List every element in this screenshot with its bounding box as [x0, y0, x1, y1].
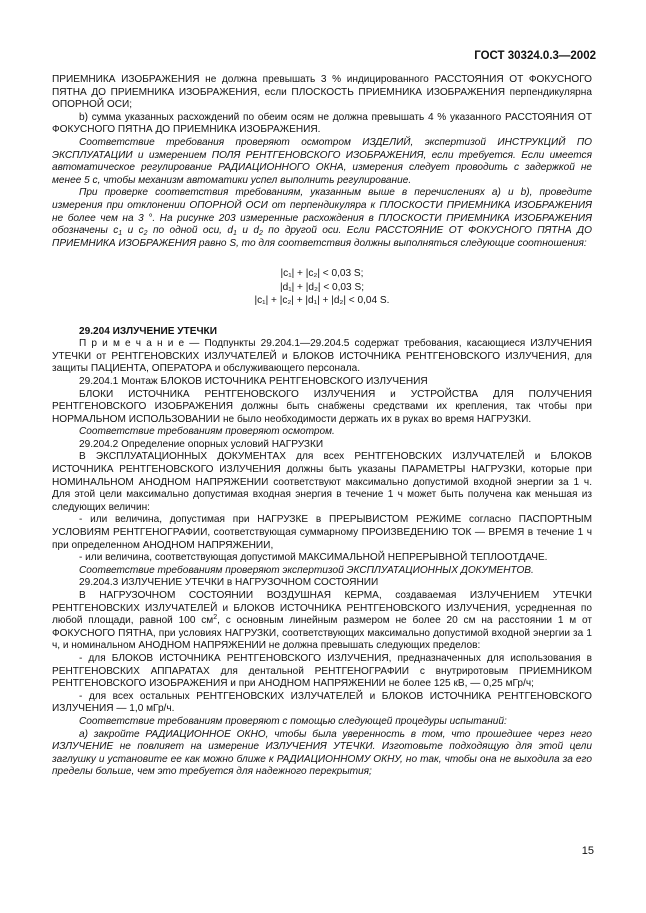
paragraph: БЛОКИ ИСТОЧНИКА РЕНТГЕНОВСКОГО ИЗЛУЧЕНИЯ и УСТРОЙСТВА ДЛЯ ПОЛУЧЕНИЯ РЕНТГЕНОВСКОГО ИЗОБРАЖЕНИЯ должны быть снабжены средствами их крепления, так чтобы при НОРМАЛЬНОМ ИСПОЛЬЗОВАНИИ не было необходимости держать их в руках во время НАГРУЗКИ. [52, 388, 592, 425]
paragraph: b) сумма указанных расхождений по обеим осям не должна превышать 4 % указанного РАССТОЯНИЯ ОТ ФОКУСНОГО ПЯТНА ДО ПРИЕМНИКА ИЗОБРАЖЕНИЯ. [52, 111, 592, 136]
formula-sum: |c₁| + |c₂| + |d₁| + |d₂| < 0,04 S. [254, 295, 390, 307]
paragraph: Соответствие требованиям проверяют с помощью следующей процедуры испытаний: [79, 715, 507, 727]
paragraph: ПРИЕМНИКА ИЗОБРАЖЕНИЯ не должна превышать 3 % индицированного РАССТОЯНИЯ ОТ ФОКУСНОГО ПЯТНА ДО ПРИЕМНИКА ИЗОБРАЖЕНИЯ, если ПЛОСКОСТЬ ПРИЕМНИКА ИЗОБРАЖЕНИЯ перпендикулярна ОПОРНОЙ ОСИ; [52, 74, 592, 111]
paragraph: В ЭКСПЛУАТАЦИОННЫХ ДОКУМЕНТАХ для всех РЕНТГЕНОВСКИХ ИЗЛУЧАТЕЛЕЙ и БЛОКОВ ИСТОЧНИКА РЕНТГЕНОВСКОГО ИЗЛУЧЕНИЯ должны быть указаны ПАРАМЕТРЫ НАГРУЗКИ, которые при НОМИНАЛЬНОМ АНОДНОМ НАПРЯЖЕНИИ соответствуют максимально допустимой входной энергии за 1 ч. Для этой цели максимально допустимая входная энергия в течение 1 ч может быть получена как меньшая из следующих величин: [52, 451, 592, 513]
formula-block [52, 267, 592, 307]
kerma-paragraph: В НАГРУЗОЧНОМ СОСТОЯНИИ ВОЗДУШНАЯ КЕРМА, создаваемая ИЗЛУЧЕНИЕМ УТЕЧКИ РЕНТГЕНОВСКИХ ИЗЛУЧАТЕЛЕЙ и БЛОКОВ ИСТОЧНИКА РЕНТГЕНОВСКОГО ИЗЛУЧЕНИЯ, усредненная по любой площади, равной 100 $см^2$, с основным линейным размером не более 20 см на расстоянии 1 м от ФОКУСНОГО ПЯТНА, при условиях НАГРУЗКИ, соответствующих максимально допустимой входной энергии за 1 ч, и номинальном АНОДНОМ НАПРЯЖЕНИИ не должна превышать следующих пределов: [52, 590, 592, 652]
paragraph: - или величина, соответствующая допустимой МАКСИМАЛЬНОЙ НЕПРЕРЫВНОЙ ТЕПЛООТДАЧЕ. [79, 552, 548, 564]
paragraph: Соответствие требованиям проверяют осмотром. [79, 426, 335, 438]
paragraph: 29.204.3 ИЗЛУЧЕНИЕ УТЕЧКИ в НАГРУЗОЧНОМ СОСТОЯНИИ [79, 577, 379, 589]
check-paragraph: При проверке соответствия требованиям, указанным выше в перечислениях а) и b), проведите измерения при отклонении ОПОРНОЙ ОСИ от перпендикуляра к ПЛОСКОСТИ ПРИЕМНИКА ИЗОБРАЖЕНИЯ не более чем на 3 °. На рисунке 203 измеренные расхождения в ПЛОСКОСТИ ПРИЕМНИКА ИЗОБРАЖЕНИЯ обозначены $c_1$ и $c_2$ по одной оси, $d_1$ и $d_2$ по другой оси. Если РАССТОЯНИЕ ОТ ФОКУСНОГО ПЯТНА ДО ПРИЕМНИКА ИЗОБРАЖЕНИЯ равно S, то для соответствия должны выполняться следующие соотношения: [52, 187, 592, 249]
section-title: 29.204 ИЗЛУЧЕНИЕ УТЕЧКИ [79, 325, 217, 337]
paragraph: 29.204.1 Монтаж БЛОКОВ ИСТОЧНИКА РЕНТГЕНОВСКОГО ИЗЛУЧЕНИЯ [79, 375, 428, 387]
paragraph: - для БЛОКОВ ИСТОЧНИКА РЕНТГЕНОВСКОГО ИЗЛУЧЕНИЯ, предназначенных для использования в РЕНТГЕНОВСКИХ АППАРАТАХ для дентальной РЕНТГЕНОГРАФИИ с внутриротовым ПРИЕМНИКОМ РЕНТГЕНОВСКОГО ИЗОБРАЖЕНИЯ и при АНОДНОМ НАПРЯЖЕНИИ не более 125 кВ, — 0,25 мГр/ч; [52, 652, 592, 690]
paragraph: - для всех остальных РЕНТГЕНОВСКИХ ИЗЛУЧАТЕЛЕЙ и БЛОКОВ ИСТОЧНИКА РЕНТГЕНОВСКОГО ИЗЛУЧЕНИЯ — 1,0 мГр/ч. [52, 690, 592, 715]
document-body [52, 74, 592, 779]
paragraph: 29.204.2 Определение опорных условий НАГРУЗКИ [79, 438, 324, 450]
paragraph: - или величина, допустимая при НАГРУЗКЕ в ПРЕРЫВИСТОМ РЕЖИМЕ согласно ПАСПОРТНЫМ УСЛОВИЯМ РЕНТГЕНОГРАФИИ, соответствующая суммарному ПРОИЗВЕДЕНИЮ ТОК — ВРЕМЯ в течение 1 ч при определенном АНОДНОМ НАПРЯЖЕНИИ, [52, 514, 592, 551]
paragraph: Соответствие требования проверяют осмотром ИЗДЕЛИЙ, экспертизой ИНСТРУКЦИЙ ПО ЭКСПЛУАТАЦИИ и измерением ПОЛЯ РЕНТГЕНОВСКОГО ИЗОБРАЖЕНИЯ, если требуется. Если имеется автоматическое регулирование РАДИАЦИОННОГО ОКНА, измерения следует проводить с задержкой не менее 5 с, чтобы механизм автоматики успел выполнить регулирование. [52, 136, 592, 186]
page-number: 15 [581, 845, 594, 857]
document-header: ГОСТ 30324.0.3—2002 [474, 50, 596, 62]
paragraph: Соответствие требованиям проверяют экспертизой ЭКСПЛУАТАЦИОННЫХ ДОКУМЕНТОВ. [79, 564, 534, 576]
note: П р и м е ч а н и е — Подпункты 29.204.1—29.204.5 содержат требования, касающиеся ИЗЛУЧЕНИЯ УТЕЧКИ от РЕНТГЕНОВСКИХ ИЗЛУЧАТЕЛЕЙ и БЛОКОВ ИСТОЧНИКА РЕНТГЕНОВСКОГО ИЗЛУЧЕНИЯ, для защиты ПАЦИЕНТА, ОПЕРАТОРА и обслуживающего персонала. [52, 338, 592, 375]
formula-d: |d₁| + |d₂| < 0,03 S; [279, 281, 365, 293]
paragraph: а) закройте РАДИАЦИОННОЕ ОКНО, чтобы была уверенность в том, что прошедшее через него ИЗЛУЧЕНИЕ не повлияет на измерение ИЗЛУЧЕНИЯ УТЕЧКИ. Изготовьте подходящую для этой цели заглушку и установите ее как можно ближе к РАДИАЦИОННОМУ ОКНУ, но так, чтобы она не выходила за его пределы больше, чем это требуется для надежного перекрытия; [52, 728, 592, 778]
formula-c: |c₁| + |c₂| < 0,03 S; [280, 268, 364, 280]
